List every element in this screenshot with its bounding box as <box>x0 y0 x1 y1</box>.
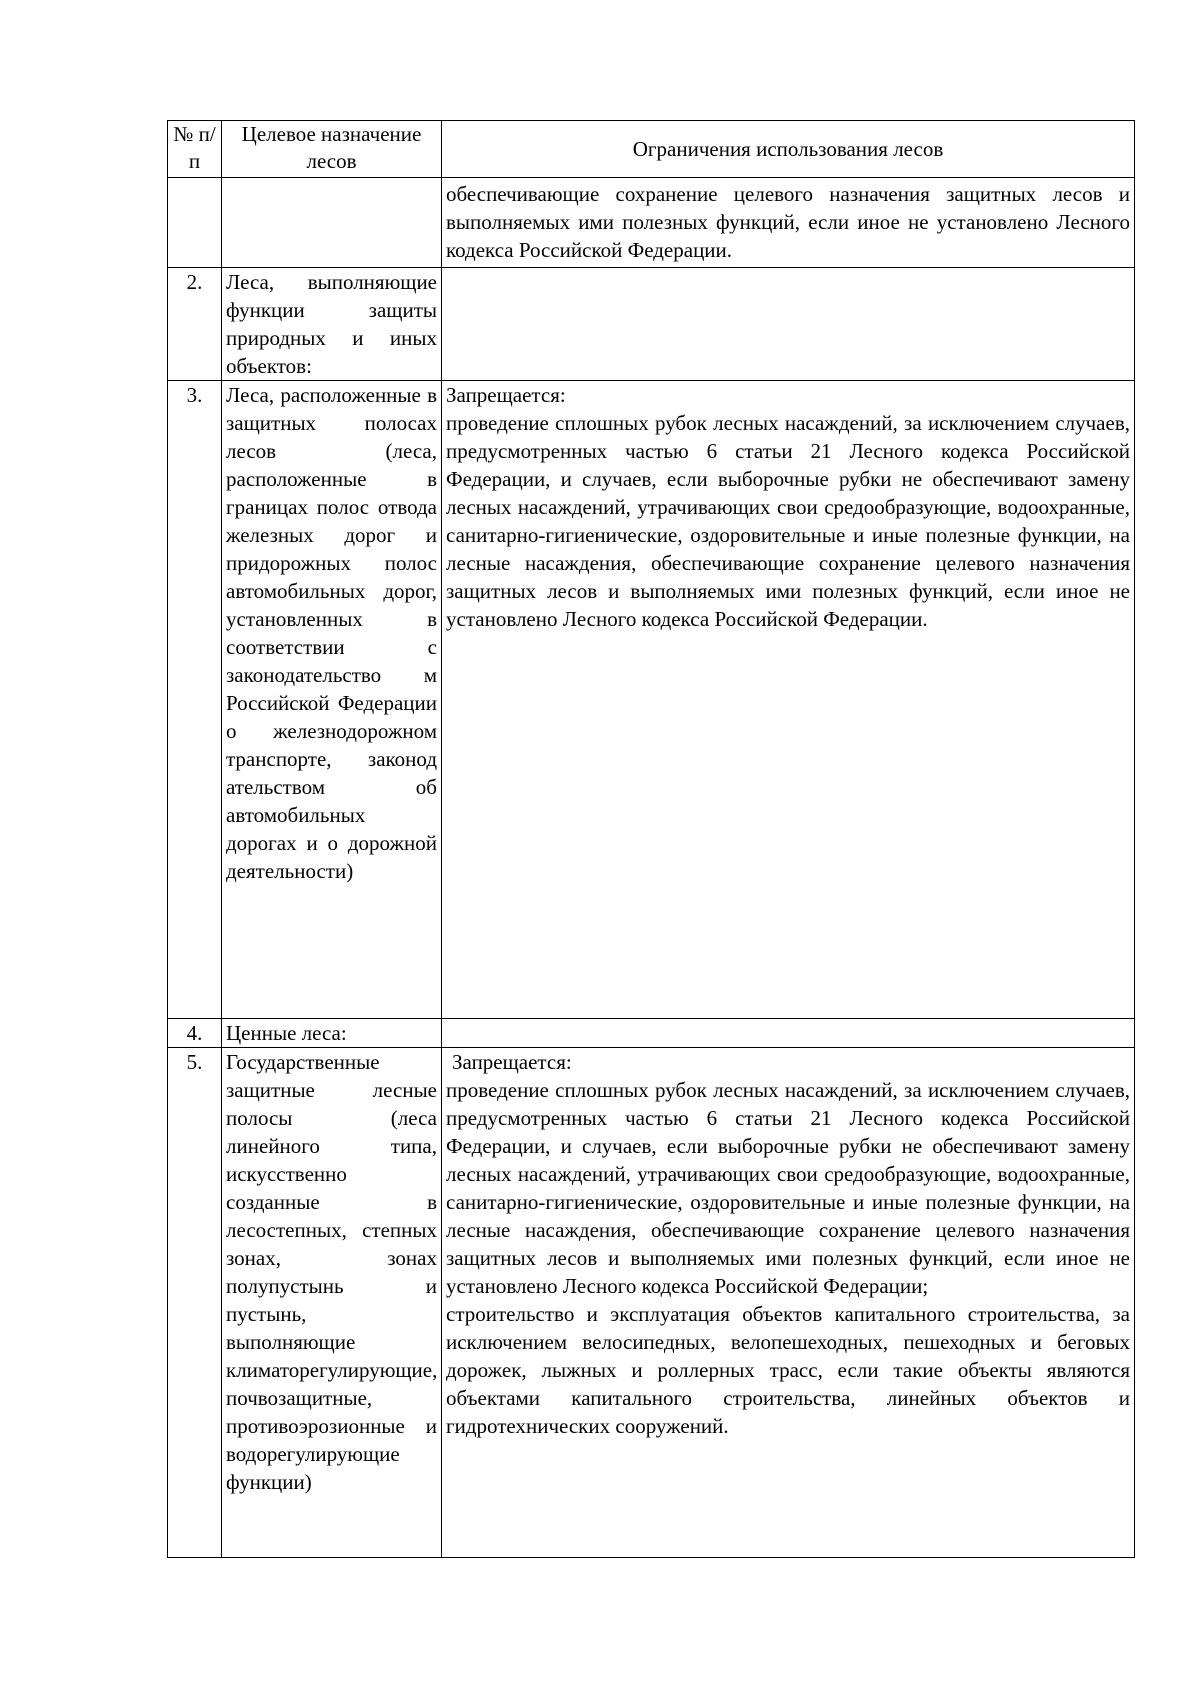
header-num: № п/п <box>168 121 222 178</box>
row-purpose: Леса, расположенные в защитных полосах лесов (леса, расположенные в границах полос отвода железных дорог и придорожных полос автомобильных дорог, установленных в соответствии с законодательство м Российской Федерации о железнодорожном транспорте, законод ательством об автомобильных дорогах и о дорожной деятельности) <box>222 381 442 1019</box>
row-restrictions: проведение сплошных рубок лесных насаждений, за исключением случаев, предусмотренных частью 6 статьи 21 Лесного кодекса Российской Федерации, и случаев, если выборочные рубки не обеспечивают замену лесных насаждений, утрачивающих свои средообразующие, водоохранные, санитарно-гигиенические, оздоровительные и иные полезные функции, на лесные насаждения, обеспечивающие сохранение целевого назначения защитных лесов и выполняемых ими полезных функций, если иное не установлено Лесного кодекса Российской Федерации; <box>446 1078 1130 1298</box>
row-restrictions-title: Запрещается: <box>446 383 566 407</box>
header-restrictions: Ограничения использования лесов <box>442 121 1135 178</box>
row-purpose <box>222 178 442 268</box>
header-purpose: Целевое назначение лесов <box>222 121 442 178</box>
table-row <box>168 1048 1135 1558</box>
row-restrictions-cell <box>442 381 1135 1019</box>
table-header-row <box>168 121 1135 178</box>
row-restrictions: обеспечивающие сохранение целевого назначения защитных лесов и выполняемых ими полезных функций, если иное не установлено Лесного кодекса Российской Федерации. <box>442 178 1135 268</box>
forest-restrictions-table <box>167 120 1135 1558</box>
table-row <box>168 268 1135 381</box>
row-num: 2. <box>168 268 222 381</box>
row-restrictions: проведение сплошных рубок лесных насаждений, за исключением случаев, предусмотренных частью 6 статьи 21 Лесного кодекса Российской Федерации, и случаев, если выборочные рубки не обеспечивают замену лесных насаждений, утрачивающих свои средообразующие, водоохранные, санитарно-гигиенические, оздоровительные и иные полезные функции, на лесные насаждения, обеспечивающие сохранение целевого назначения защитных лесов и выполняемых ими полезных функций, если иное не установлено Лесного кодекса Российской Федерации. <box>446 411 1130 631</box>
row-purpose: Государственные защитные лесные полосы (леса линейного типа, искусственно созданные в лесостепных, степных зонах, зонах полупустынь и пустынь, выполняющие климаторегулирующие, почвозащитные, противоэрозионные и водорегулирующие функции) <box>222 1048 442 1558</box>
row-num: 4. <box>168 1019 222 1048</box>
row-num: 3. <box>168 381 222 1019</box>
row-restrictions-title: Запрещается: <box>452 1050 572 1074</box>
table-row <box>168 1019 1135 1048</box>
row-restrictions-cell <box>442 1048 1135 1558</box>
table-row <box>168 381 1135 1019</box>
row-restrictions <box>442 268 1135 381</box>
row-purpose: Леса, выполняющие функции защиты природных и иных объектов: <box>222 268 442 381</box>
table-row <box>168 178 1135 268</box>
row-num: 5. <box>168 1048 222 1558</box>
row-purpose: Ценные леса: <box>222 1019 442 1048</box>
row-restrictions <box>442 1019 1135 1048</box>
row-num <box>168 178 222 268</box>
row-restrictions-2: строительство и эксплуатация объектов капитального строительства, за исключением велосипедных, велопешеходных, пешеходных и беговых дорожек, лыжных и роллерных трасс, если такие объекты являются объектами капитального строительства, линейных объектов и гидротехнических сооружений. <box>446 1302 1130 1438</box>
